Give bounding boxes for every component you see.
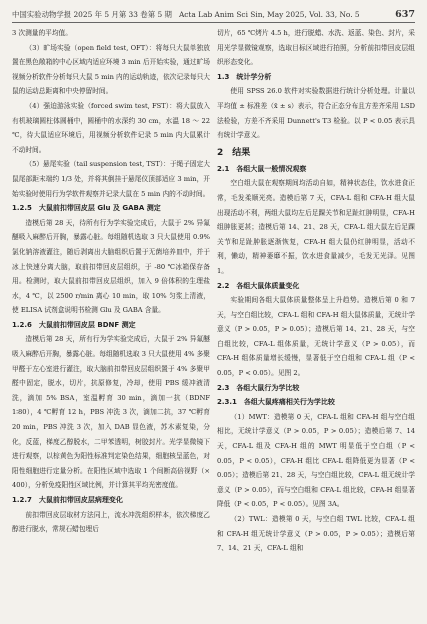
section-heading-results: 2 结果 [217, 147, 251, 158]
paragraph-open-field: （3）旷场实验（open field test, OFT）：将每只大鼠单独放置在黑色敞箱的中心区域内适应环境 3 min 后开始实验，通过旷场视频分析软件分析每只大鼠 5 min 内的运动轨迹，依次记录每只大鼠的运动总距离和中央停留时间。 [12, 43, 210, 96]
section-heading-2-1: 2.1 各组大鼠一般情况观察 [217, 164, 307, 173]
paragraph-body-weight: 实验期间各组大鼠体质量整体呈上升趋势。造模后第 0 和 7 天，与空白组比较，CFA-L 组和 CFA-H 组大鼠体质量，无统计学意义（P > 0.05，P > 0.05）；造模后第 14、21、28 天，与空白组比较，CFA-L 组体质量，无统计学意义（P > 0.05），而 CFA-H 组体质量增长缓慢，显著低于空白组和 CFA-L 组（P < 0.05，P < 0.05）。见图 2。 [217, 296, 415, 378]
paragraph-statistics: 使用 SPSS 26.0 软件对实验数据进行统计分析处理。计量以平均值 ± 标准差（x̄ ± s）表示，符合正态分布且方差齐采用 LSD 法检验，方差不齐采用 Dunnett's T3 检验。以 P < 0.05 表示具有统计学意义。 [217, 87, 415, 140]
journal-title [12, 9, 360, 20]
paragraph-twl: （2）TWL：造模第 0 天，与空白组 TWL 比较，CFA-L 组和 CFA-H 组无统计学意义（P > 0.05，P > 0.05）；造模后第 7、14、21 天，CFA-L 组和 [217, 515, 415, 553]
paragraph-mwt: （1）MWT：造模第 0 天，CFA-L 组和 CFA-H 组与空白组相比，无统计学意义（P > 0.05，P > 0.05）；造模后第 7、14 天，CFA-L 组及 CFA-H 组的 MWT 明显低于空白组（P < 0.05，P < 0.05），CFA-H 组比 CFA-L 组降低更为显著（P < 0.05）；造模后第 21、28 天，与空白组比较，CFA-L 组无统计学意义（P > 0.05），而与空白组和 CFA-L 组比较，CFA-H 组显著降低（P < 0.05，P < 0.05）。见图 3A。 [217, 412, 415, 509]
journal-title-cn: 中国实验动物学报 2025 年 5 月第 33 卷第 5 期 [12, 9, 172, 19]
right-column [217, 26, 415, 618]
running-header [12, 6, 415, 22]
paragraph-pathology: 前扣带回皮层取材方法同上，流水冲洗组织样本，依次梯度乙醇进行脱水，常规石蜡包埋后 [12, 510, 210, 534]
page-number: 637 [395, 8, 415, 20]
paragraph-bdnf: 造模后第 28 天，所有行为学实验完成后，大鼠于 2% 异氟醚吸入麻醉后开胸，暴露心脏。每组随机选取 3 只大鼠使用 4% 多聚甲醛于左心室进行灌注，取大脑前扣带回皮层组织置于 4% 多聚甲醛中固定，脱水，切片，抗原修复，冷却，使用 PBS 缓冲液清洗，滴加 5% BSA，室温孵育 30 min，滴加一抗（BDNF 1∶80），4 ℃孵育 12 h，PBS 冲洗 3 次，滴加二抗，37 ℃孵育 20 min，PBS 冲洗 3 次，加入 DAB 显色液，苏木素复染，分化，反蓝，梯度乙醇脱水，二甲苯透明，树胶封片。光学显微镜下进行观察，以棕黄色为阳性标准判定染色结果，细胞核呈蓝色，对阳性细胞进行定量分析。在阳性区域中选取 1 个间断高倍视野（× 400），分析免疫阳性区域比例，并计算其平均光密度值。 [12, 335, 210, 490]
section-heading-1-2-6: 1.2.6 大鼠前扣带回皮层 BDNF 测定 [12, 320, 136, 329]
paragraph-forced-swim: （4）强迫游泳实验（forced swim test, FST）：将大鼠放入有机玻璃圆柱体圆桶中，圆桶中的水深约 30 cm，水温 18 ～ 22 ℃，待大鼠适应环境后，用视频分析软件记录 5 min 内大鼠累计不动时间。 [12, 101, 210, 154]
journal-title-en: Acta Lab Anim Sci Sin, May 2025, Vol. 33, No. 5 [178, 9, 360, 19]
left-column [12, 26, 210, 618]
section-heading-2-3: 2.3 各组大鼠行为学比较 [217, 383, 300, 392]
section-heading-2-2: 2.2 各组大鼠体质量变化 [217, 281, 300, 290]
section-heading-1-2-7: 1.2.7 大鼠前扣带回皮层病理变化 [12, 496, 123, 504]
section-heading-2-3-1: 2.3.1 各组大鼠疼痛相关行为学比较 [217, 398, 335, 407]
section-heading-1-2-5: 1.2.5 大鼠前扣带回皮层 Glu 及 GABA 测定 [12, 204, 161, 213]
paragraph: 3 次测量的平均值。 [12, 29, 72, 37]
paragraph-glu-gaba: 造模后第 28 天，待所有行为学实验完成后，大鼠于 2% 异氟醚吸入麻醉后开胸，暴露心脏。每组随机选取 3 只大鼠使用 0.9% 氯化钠溶液灌注，随后剥离出大脑组织后置于无菌培养皿中，并于冰上快速分离大脑，取前扣带回皮层组织，于 -80 ℃冰箱保存备用。检测时，取大鼠前扣带回皮层组织，加入 9 倍体积的生理盐水，4 ℃，以 2500 r/min 离心 10 min，取 10% 匀浆上清液，使 ELISA 试剂盒说明书检测 Glu 及 GABA 含量。 [12, 218, 210, 315]
section-heading-1-3: 1.3 统计学分析 [217, 72, 272, 81]
paragraph: 切片，65 ℃烤片 4.5 h，进行脱蜡、水洗、返蓝、染色、封片，采用光学显微镜观察，选取目标区域进行拍照，分析前扣带回皮层组织形态变化。 [217, 29, 415, 67]
paragraph-tail-suspension: （5）悬尾实验（tail suspension test, TST）：于绳子固定大鼠尾部距末端约 1/3 处，并将其倒挂于悬尾仪顶部适应 3 min，开始实验时使用行为学软件观察并记录大鼠在 5 min 内的不动时间。 [12, 160, 210, 198]
header-rule [12, 22, 415, 23]
paragraph-general-condition: 空白组大鼠在观察期间均活动自如，精神状态佳，饮水进食正常，毛发柔顺光亮。造模后第 7 天，CFA-L 组和 CFA-H 组大鼠出现活动不利，两组大鼠均左后足踝关节和足趾红肿明显，CFA-H 组肿胀更甚；造模后第 14、21、28 天，CFA-L 组大鼠左后足踝关节和足趾肿胀逐渐恢复，CFA-H 组大鼠仍红肿明显，活动不利，懒动，精神萎靡不振，饮水进食量减少，毛发无光泽。见图 1。 [217, 179, 415, 275]
